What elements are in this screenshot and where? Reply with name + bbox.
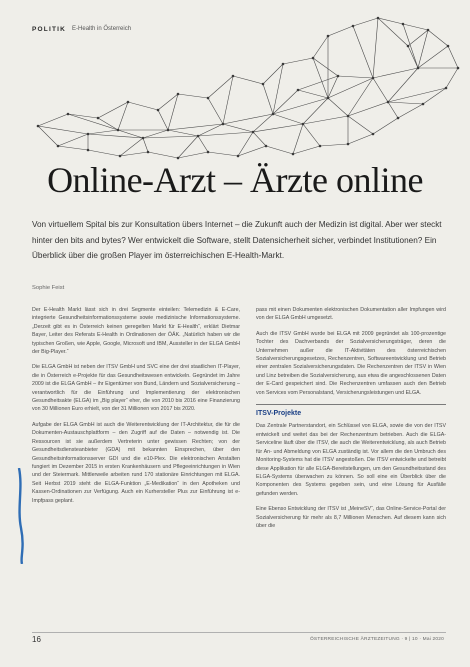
map-network-line — [98, 118, 118, 130]
map-network-node — [319, 145, 322, 148]
body-paragraph: Das Zentrale Partnerstandort, ein Schlüssel von ELGA, sowie die von der ITSV entwickelt und weitet das bei der Rechenzentrum betrieben. Auch die ELGA-Serviceline läuft über die ITSV, die auch die Weiterentwicklung, als auch Betrieb für An- und Abmeldung von ELGA zuständig ist. Vor allem die den Umbruch des Monitoring-Systems hat die ITSV angestoßen. Die ITSV entwickelte und betreibt diese Applikation für alle ELGA-Bereitstellungen, um den Gesundheitsstand des ELGA-Systems überwachen zu können. So soll eine ein Überblick über die Komponenten des Systems gegeben sein, und eine Lösung für Ausfälle gefunden werden. — [256, 423, 446, 497]
map-network-node — [97, 117, 100, 120]
map-network-line — [408, 46, 418, 68]
map-network-node — [142, 137, 145, 140]
map-network-line — [373, 18, 378, 78]
map-network-node — [372, 77, 375, 80]
map-network-node — [427, 29, 430, 32]
section-header — [32, 24, 131, 34]
map-network-line — [373, 118, 398, 134]
map-network-line — [263, 84, 273, 114]
body-paragraph: Auch die ITSV GmbH wurde bei ELGA mit 2009 gegründet als 100-prozentige Tochter des Dachverbands der Sozialversicherungsträger, deren die Unternehmen außer die IT-Aktivitäten des österreichischen Sozialversicherungsgesetzes, Rechenzentren, Softwareentwicklung und Betrieb einer zentralen Sozialversicherungsdaten. Die Rechenzentren der ITSV in Wien und Linz betreiben die Sozialversicherung, aus etwa die angeschlossenen Daten der E-Card gespeichert sind. Die Rechenzentren umfassen auch den Betrieb von Services vom Personalstand, Versicherungsleistungen und ELGA. — [256, 330, 446, 396]
map-network-node — [372, 133, 375, 136]
map-network-line — [58, 134, 88, 146]
map-network-line — [298, 76, 338, 90]
map-network-line — [223, 114, 273, 124]
map-network-line — [378, 18, 403, 24]
map-network-node — [237, 155, 240, 158]
map-network-line — [328, 98, 348, 116]
map-network-node — [387, 101, 390, 104]
map-network-line — [178, 94, 208, 98]
body-paragraph: Der E-Health Markt lässt sich in drei Segmente einteilen: Telemedizin & E-Care, integrierte Gesundheitsinformationssysteme sowie medizinische Informationssysteme. „Derzeit gibt es in Österreich keinen geregelten Markt für E-Health“, erklärt Dietmar Bayer, Leiter des Referats E-Health in Ordinationen der ÖÄK. „Natürlich haben wir die typischen Großen, wie Apple, Google, Microsoft und IBM, Aussteller in der ELGA GmbH der Big-Player.“ — [32, 307, 240, 356]
map-network-line — [378, 18, 408, 46]
map-network-node — [222, 123, 225, 126]
article-headline: Online-Arzt – Ärzte online — [47, 160, 423, 200]
subsection-label: E-Health in Österreich — [72, 26, 132, 32]
map-network-node — [167, 129, 170, 132]
map-network-line — [388, 102, 398, 118]
map-network-line — [263, 64, 283, 84]
body-paragraph: pass mit einen Dokumenten elektronischen Dokumentation aller Impfungen wird von der ELGA GmbH umgesetzt. — [256, 307, 446, 322]
bookmark-ribbon-icon — [16, 468, 26, 564]
map-network-line — [143, 130, 168, 138]
body-paragraph: Die ELGA GmbH ist neben der ITSV GmbH und SVC eine der drei staatlichen IT-Player, die in Österreich e-Projekte für das Gesundheitswesen entwickeln. Gegründet im Jahre 2009 ist die ELGA GmbH – ihr Eigentümer von Bund, Ländern und Sozialversicherung – verantwortlich für die Einführung und Implementierung der elektronischen Gesundheitsakte (ELGA) im „Big player“ eher, die von 2010 bis 2016 eine Finanzierung von 30 Millionen Euro erhielt, von der 31 Millionen von 2017 bis 2020. — [32, 364, 240, 413]
map-network-line — [98, 102, 128, 118]
map-network-line — [313, 36, 328, 58]
map-network-line — [143, 136, 198, 138]
magazine-footer: ÖSTERREICHISCHE ÄRZTEZEITUNG · 9 | 10 · Mai 2020 — [310, 637, 444, 642]
map-network-line — [403, 24, 418, 68]
map-network-line — [198, 132, 253, 136]
map-network-node — [147, 151, 150, 154]
map-network-node — [417, 67, 420, 70]
map-network-line — [313, 58, 338, 76]
map-network-line — [293, 146, 320, 154]
map-network-line — [423, 88, 446, 104]
map-network-line — [298, 90, 328, 98]
map-network-line — [328, 26, 353, 36]
map-network-node — [117, 129, 120, 132]
map-network-node — [445, 87, 448, 90]
map-network-line — [168, 94, 178, 130]
map-network-node — [177, 157, 180, 160]
map-network-line — [68, 114, 98, 118]
section-divider — [256, 404, 446, 405]
map-network-line — [293, 124, 303, 154]
map-network-line — [253, 132, 266, 146]
map-network-node — [457, 67, 460, 70]
map-network-node — [447, 45, 450, 48]
map-network-node — [177, 93, 180, 96]
page-number: 16 — [32, 635, 41, 644]
map-network-line — [208, 98, 223, 124]
map-network-line — [348, 134, 373, 144]
left-column — [32, 306, 240, 512]
map-network-node — [397, 117, 400, 120]
map-network-node — [197, 135, 200, 138]
map-network-node — [422, 103, 425, 106]
map-network-line — [373, 68, 418, 78]
map-network-line — [148, 152, 178, 158]
article-lead: Von virtuellem Spital bis zur Konsultation übers Internet – die Zukunft auch der Medizin ist digital. Aber wer steckt hinter den bits and bytes? Wer entwickelt die Software, stellt Datensicherheit sicher, verbindet Institutionen? Ein Überblick über die großen Player im österreichischen E-Health-Markt. — [32, 220, 442, 260]
map-network-line — [68, 114, 118, 130]
map-network-line — [313, 58, 328, 98]
map-network-line — [273, 114, 303, 124]
subheading: ITSV-Projekte — [256, 410, 302, 418]
map-network-line — [128, 102, 158, 110]
body-paragraph: Aufgabe der ELGA GmbH ist auch die Weiterentwicklung der IT-Architektur, die für die Dokumenten-Austauschplattform – den Zugriff auf die Daten – notwendig ist. Die Ressourcen ist sie außerdem Vertreterin unter gewissen Rechten; von der Gesundheitsdiensteanbieter (GDA) mit bekannten Einsprechen, über den Gesundheitsinformationsserver GDI und die e10-Plex. Die elektronischen Anstalten fungiert im Dezember 2015 in ersten Krankenhäusern und Pflegeeinrichtungen in Wien und der Steiermark. Mittlerweile arbeiten rund 170 stationäre Einrichtungen mit ELGA. Seit Herbst 2019 steht die ELGA-Funktion „E-Medikation“ in den Apotheken und Kassen-Ordinationen zur Verfügung. Auch ein Kurhersteller Plus zur Einführung ist e-Impfpass geplant. — [32, 421, 240, 504]
map-network-line — [38, 114, 68, 126]
map-network-line — [408, 30, 428, 46]
map-network-node — [157, 109, 160, 112]
map-network-line — [266, 146, 293, 154]
map-network-line — [208, 152, 238, 156]
map-network-line — [448, 46, 458, 68]
map-network-line — [223, 124, 253, 132]
map-network-node — [282, 63, 285, 66]
map-network-line — [238, 132, 253, 156]
map-network-line — [388, 102, 423, 104]
map-network-line — [168, 124, 223, 130]
map-network-node — [272, 113, 275, 116]
map-network-line — [273, 64, 283, 114]
map-network-node — [402, 23, 405, 26]
map-network-line — [348, 116, 373, 134]
body-paragraph: Eine Ebenso Entwicklung der ITSV ist „MeineSV“, das Online-Service-Portal der Sozialversicherung für mehr als 8,7 Millionen Menschen. Auf diesem kann sich über die — [256, 506, 446, 529]
map-network-node — [292, 153, 295, 156]
map-network-line — [353, 18, 378, 26]
map-network-node — [302, 123, 305, 126]
map-network-node — [352, 25, 355, 28]
map-network-line — [446, 68, 458, 88]
map-network-node — [347, 115, 350, 118]
map-network-node — [252, 131, 255, 134]
map-network-node — [119, 155, 122, 158]
map-network-node — [87, 149, 90, 152]
map-network-node — [327, 35, 330, 38]
map-network-line — [238, 146, 266, 156]
map-network-node — [312, 57, 315, 60]
map-network-node — [262, 83, 265, 86]
map-network-line — [418, 46, 448, 68]
map-network-line — [303, 124, 320, 146]
map-network-node — [337, 75, 340, 78]
map-network-node — [67, 113, 70, 116]
map-network-node — [57, 145, 60, 148]
map-network-node — [327, 97, 330, 100]
section-label: POLITIK — [32, 25, 67, 33]
map-network-line — [88, 150, 120, 156]
map-network-node — [407, 45, 410, 48]
map-network-line — [388, 88, 446, 102]
map-network-line — [88, 130, 118, 134]
map-network-line — [58, 146, 88, 150]
article-author: Sophie Feist — [32, 285, 65, 291]
map-network-line — [328, 76, 338, 98]
map-network-line — [348, 102, 388, 116]
map-network-line — [158, 110, 168, 130]
map-network-node — [297, 89, 300, 92]
map-network-line — [388, 68, 418, 102]
map-network-node — [347, 143, 350, 146]
map-network-line — [418, 30, 428, 68]
right-column — [256, 306, 446, 537]
map-network-line — [373, 78, 388, 102]
map-network-line — [320, 144, 348, 146]
map-network-node — [37, 125, 40, 128]
map-network-line — [88, 134, 143, 138]
map-network-node — [207, 97, 210, 100]
map-network-line — [233, 76, 263, 84]
map-network-line — [338, 76, 373, 78]
map-network-line — [38, 126, 88, 134]
map-network-node — [377, 17, 380, 20]
map-network-line — [143, 138, 148, 152]
map-network-line — [398, 104, 423, 118]
map-network-line — [168, 130, 198, 136]
map-network-node — [265, 145, 268, 148]
map-network-node — [207, 151, 210, 154]
map-network-line — [283, 58, 313, 64]
map-network-node — [232, 75, 235, 78]
map-network-line — [198, 136, 208, 152]
map-network-node — [127, 101, 130, 104]
map-network-line — [428, 30, 448, 46]
map-network-node — [87, 133, 90, 136]
map-network-line — [158, 94, 178, 110]
footer-divider — [32, 632, 446, 633]
map-network-line — [403, 24, 428, 30]
map-network-line — [353, 26, 373, 78]
